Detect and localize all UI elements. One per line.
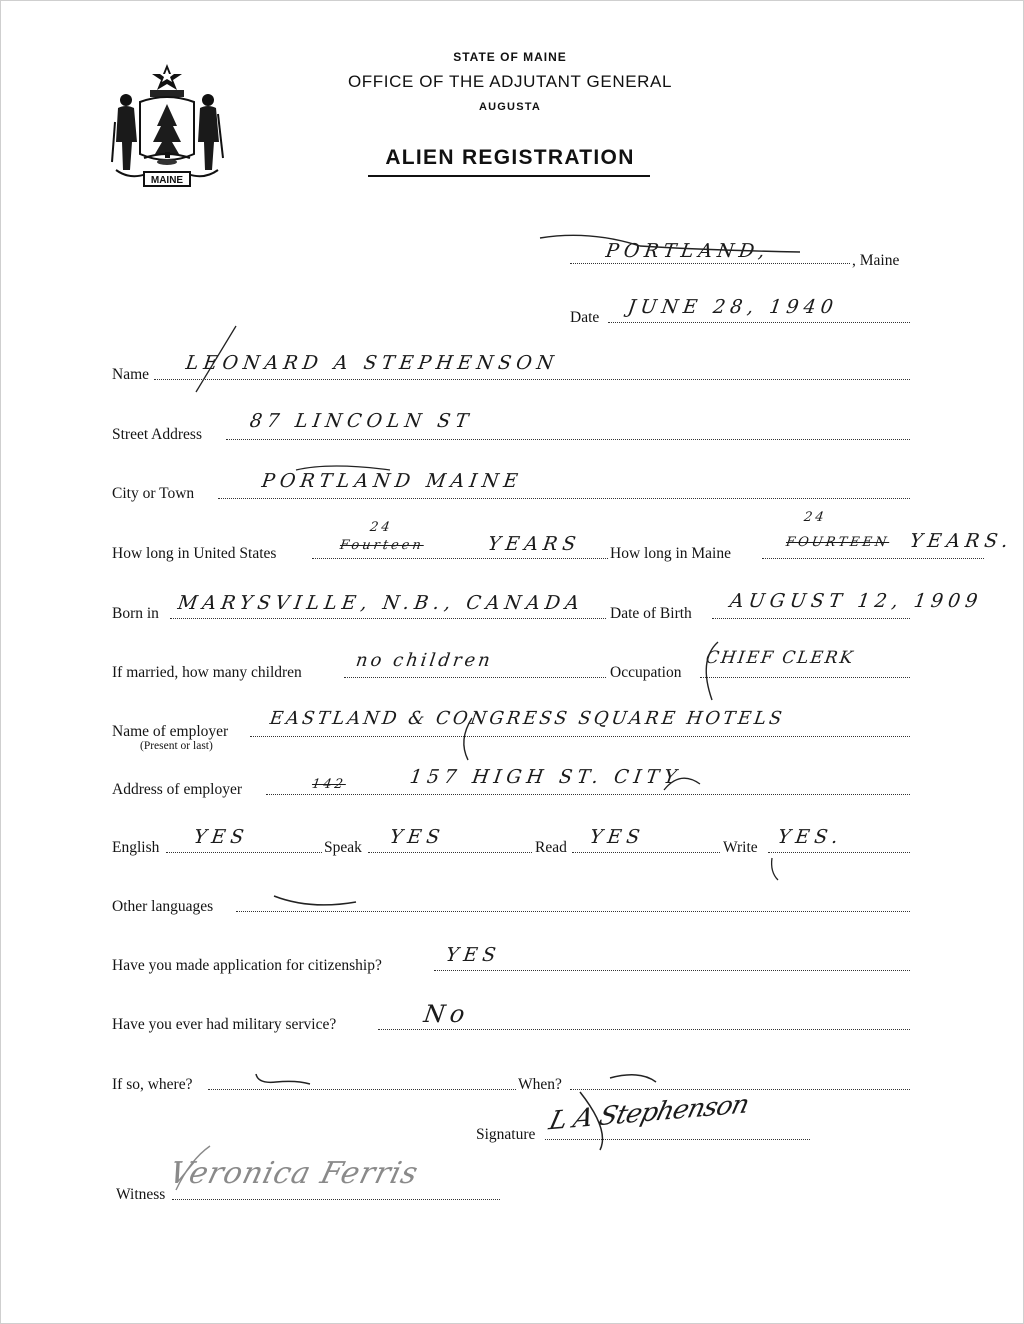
city-label: City or Town — [112, 485, 195, 502]
children-value: no children — [354, 650, 495, 671]
read-line — [572, 852, 720, 853]
title-underline — [368, 175, 650, 177]
street-address-label: Street Address — [112, 426, 202, 443]
english-line — [166, 852, 322, 853]
date-label: Date — [570, 309, 600, 326]
name-value: LEONARD A STEPHENSON — [184, 352, 560, 374]
citizenship-value: YES — [444, 944, 502, 966]
state-seal-icon — [110, 62, 225, 192]
born-in-label: Born in — [112, 605, 159, 622]
seal-label: MAINE — [150, 175, 184, 186]
read-label: Read — [535, 839, 567, 856]
when-label: When? — [518, 1076, 562, 1093]
military-label: Have you ever had military service? — [112, 1016, 337, 1033]
header-state: STATE OF MAINE — [453, 50, 567, 64]
signature-line — [545, 1139, 810, 1140]
military-value: No — [422, 1000, 472, 1028]
citizenship-label: Have you made application for citizenship? — [112, 957, 382, 974]
other-languages-label: Other languages — [112, 898, 214, 915]
write-value: YES. — [776, 826, 845, 848]
employer-address-line — [266, 794, 910, 795]
place-field-line — [570, 263, 850, 264]
dob-label: Date of Birth — [610, 605, 692, 622]
witness-value: Veronica Ferris — [165, 1156, 423, 1191]
speak-value: YES — [388, 826, 446, 848]
place-value: PORTLAND, — [604, 240, 772, 262]
street-field-line — [226, 439, 910, 440]
us-duration-label: How long in United States — [112, 545, 277, 562]
maine-duration-struck: FOURTEEN — [784, 535, 891, 550]
us-duration-number: 24 — [368, 520, 394, 535]
us-duration-struck: Fourteen — [338, 538, 425, 553]
employer-label: Name of employer — [112, 723, 229, 740]
maine-suffix: , Maine — [852, 252, 900, 269]
children-label: If married, how many children — [112, 664, 302, 681]
us-duration-line — [312, 558, 608, 559]
occupation-line — [700, 677, 910, 678]
english-value: YES — [192, 826, 250, 848]
us-duration-years: YEARS — [486, 533, 583, 555]
header-city: AUGUSTA — [479, 101, 541, 113]
form-title: ALIEN REGISTRATION — [385, 146, 635, 169]
city-field-line — [218, 498, 910, 499]
military-line — [378, 1029, 910, 1030]
write-label: Write — [723, 839, 758, 856]
english-label: English — [112, 839, 160, 856]
occupation-value: CHIEF CLERK — [704, 648, 856, 668]
maine-duration-label: How long in Maine — [610, 545, 731, 562]
signature-value: L A Stephenson — [546, 1089, 752, 1137]
speak-line — [368, 852, 532, 853]
name-field-line — [154, 379, 910, 380]
employer-line — [250, 736, 910, 737]
dob-value: AUGUST 12, 1909 — [728, 590, 984, 612]
dob-line — [712, 618, 910, 619]
witness-line — [172, 1199, 500, 1200]
speak-label: Speak — [324, 839, 362, 856]
other-languages-line — [236, 911, 910, 912]
date-value: JUNE 28, 1940 — [626, 296, 840, 318]
date-field-line — [608, 322, 910, 323]
name-label: Name — [112, 366, 150, 383]
witness-label: Witness — [116, 1186, 166, 1203]
occupation-label: Occupation — [610, 664, 682, 681]
maine-duration-number: 24 — [802, 510, 828, 525]
born-in-value: MARYSVILLE, N.B., CANADA — [176, 592, 586, 614]
employer-sublabel: (Present or last) — [140, 740, 213, 752]
signature-label: Signature — [476, 1126, 536, 1143]
write-line — [768, 852, 910, 853]
citizenship-line — [434, 970, 910, 971]
maine-duration-line — [762, 558, 984, 559]
maine-duration-years: YEARS. — [908, 530, 1015, 552]
employer-address-value: 157 HIGH ST. CITY — [408, 766, 683, 788]
read-value: YES — [588, 826, 646, 848]
employer-value: EASTLAND & CONGRESS SQUARE HOTELS — [268, 708, 786, 729]
born-in-line — [170, 618, 606, 619]
header-office: OFFICE OF THE ADJUTANT GENERAL — [347, 72, 673, 91]
city-value: PORTLAND MAINE — [260, 470, 524, 492]
employer-address-struck: 142 — [310, 777, 347, 792]
employer-address-label: Address of employer — [112, 781, 242, 798]
street-address-value: 87 LINCOLN ST — [248, 410, 475, 432]
where-label: If so, where? — [112, 1076, 193, 1093]
children-line — [344, 677, 606, 678]
where-line — [208, 1089, 516, 1090]
